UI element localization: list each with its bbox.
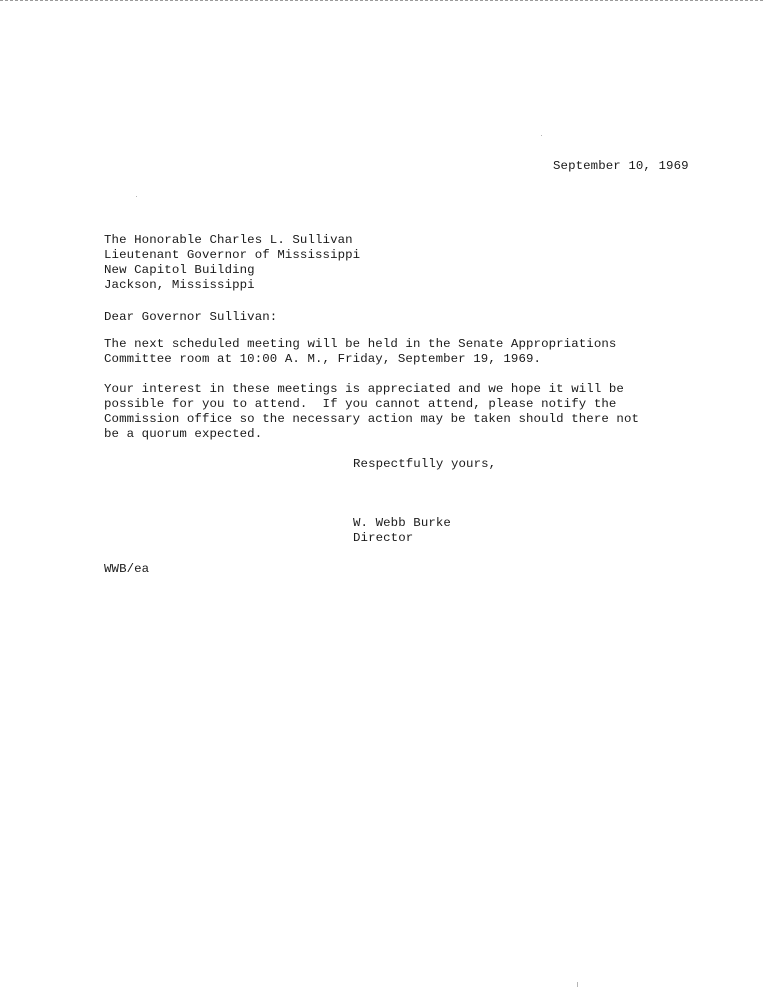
letter-date: September 10, 1969 [553,159,689,173]
scan-speck [136,196,137,197]
signer-title: Director [353,531,414,545]
paragraph-line: Commission office so the necessary action may be taken should there not [104,412,640,426]
top-edge-rule [0,0,763,1]
recipient-line: New Capitol Building [104,263,255,277]
body-paragraph-2 [104,382,639,442]
paragraph-line: The next scheduled meeting will be held in the Senate Appropriations [104,337,617,351]
paragraph-line: Committee room at 10:00 A. M., Friday, September 19, 1969. [104,352,542,366]
recipient-line: Jackson, Mississippi [104,278,255,292]
recipient-line: The Honorable Charles L. Sullivan [104,233,353,247]
scan-speck [541,135,542,136]
recipient-address-block [104,233,360,293]
reference-initials: WWB/ea [104,562,150,576]
salutation: Dear Governor Sullivan: [104,310,278,324]
paragraph-line: be a quorum expected. [104,427,263,441]
signature-block [353,516,451,546]
paragraph-line: possible for you to attend. If you cannot attend, please notify the [104,397,617,411]
body-paragraph-1 [104,337,616,367]
scan-speck [577,982,578,987]
recipient-line: Lieutenant Governor of Mississippi [104,248,361,262]
paragraph-line: Your interest in these meetings is appreciated and we hope it will be [104,382,624,396]
signer-name: W. Webb Burke [353,516,451,530]
complimentary-closing: Respectfully yours, [353,457,497,471]
